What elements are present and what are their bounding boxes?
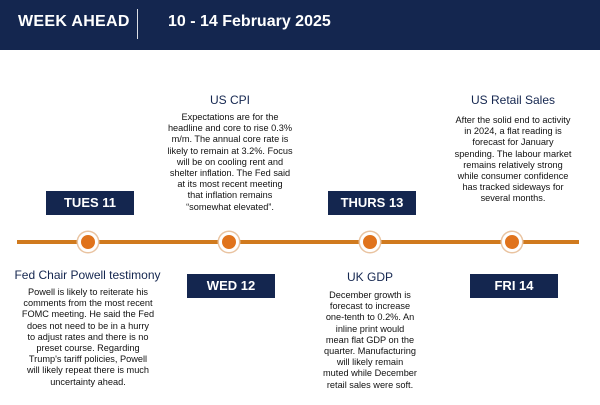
event-desc-thurs: December growth is forecast to increase one-tenth to 0.2%. An inline print would mean flat GDP on the quarter. Manufacturing will likely remain muted while December retail sales were soft. <box>323 290 417 390</box>
timeline-line <box>17 240 579 244</box>
page-title: WEEK AHEAD <box>18 13 130 30</box>
day-label-fri: FRI 14 <box>470 274 558 298</box>
header-divider <box>137 9 138 39</box>
timeline-node-fri <box>502 232 522 252</box>
event-title-fri: US Retail Sales <box>470 93 556 107</box>
event-title-thurs: UK GDP <box>346 270 393 284</box>
timeline-node-thurs <box>360 232 380 252</box>
event-title-wed: US CPI <box>209 93 250 107</box>
event-desc-fri: After the solid end to activity in 2024, a flat reading is forecast for January spending. The labour market remains relatively strong while consumer confidence has tracked sideways for several months. <box>454 115 572 204</box>
day-label-wed: WED 12 <box>187 274 275 298</box>
date-range: 10 - 14 February 2025 <box>168 13 331 30</box>
event-desc-tues: Powell is likely to reiterate his comments from the most recent FOMC meeting. He said the Fed does not need to be in a hurry to adjust rates and there is no preset course. Regarding Trump's tariff policies, Powell will likely repeat there is much uncertainty ahead. <box>21 287 155 387</box>
event-title-tues: Fed Chair Powell testimony <box>14 268 161 282</box>
day-label-thurs: THURS 13 <box>328 191 416 215</box>
header-bar <box>0 0 600 50</box>
timeline-node-tues <box>78 232 98 252</box>
event-desc-wed: Expectations are for the headline and core to rise 0.3% m/m. The annual core rate is likely to remain at 3.2%. Focus will be on cooling rent and shelter inflation. The Fed said at its most recent meeting that inflation remains “somewhat elevated”. <box>167 112 293 212</box>
day-label-tues: TUES 11 <box>46 191 134 215</box>
timeline-node-wed <box>219 232 239 252</box>
